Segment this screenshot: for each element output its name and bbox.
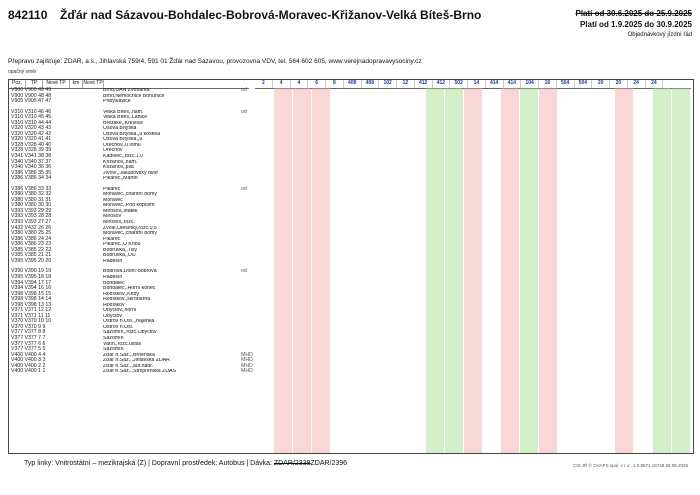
stop-name: Velká Bíteš,,Lánice bbox=[103, 115, 148, 121]
stop-codes: V310 V310 46 46 bbox=[11, 108, 52, 115]
stop-name: Přibyslavice bbox=[103, 99, 131, 105]
stop-codes: V380 V380 32 32 bbox=[11, 191, 52, 198]
stop-name: Ořechov bbox=[103, 148, 123, 154]
stop-name: Křižanov,,pila bbox=[103, 165, 134, 171]
stop-name: Sazomín,,rozc.Obyčtov bbox=[103, 330, 157, 336]
stop-name: Mirošov bbox=[103, 214, 122, 220]
stop-codes: V371 V371 12 12 bbox=[11, 307, 52, 314]
stop-mark: od bbox=[241, 185, 247, 192]
stop-name: Moravec bbox=[103, 197, 123, 203]
stop-codes: V320 V320 41 41 bbox=[11, 136, 52, 143]
validity-new: Platí od 1.9.2025 do 30.9.2025 bbox=[579, 20, 692, 29]
stop-name: Pikárec bbox=[103, 236, 121, 242]
stop-name: Žďár n.Sáz.,,Strojírenská ŽĎAS bbox=[103, 369, 176, 375]
stop-codes: V380 V380 30 30 bbox=[11, 202, 52, 209]
stop-codes: V394 V394 17 17 bbox=[11, 279, 52, 286]
stop-name: Ostrov n.Osl. bbox=[103, 324, 134, 330]
col-head-nove-tp: Nové TP bbox=[43, 80, 70, 88]
trip-number: 2 bbox=[255, 80, 273, 88]
stop-name: Březské,,Křevlice bbox=[103, 120, 144, 126]
stop-name: Brno,ÚAN Zvonařka bbox=[103, 88, 150, 93]
stop-name: Vatín,,rozc.ústav bbox=[103, 341, 142, 347]
stop-codes: V386 V386 23 23 bbox=[11, 241, 52, 248]
stop-codes: V900 V900 49 49 bbox=[11, 87, 52, 93]
trip-number: 102 bbox=[379, 80, 397, 88]
stop-codes: V328 V328 39 39 bbox=[11, 147, 52, 154]
column-tint bbox=[539, 88, 557, 453]
stop-codes: V398 V398 14 14 bbox=[11, 296, 52, 303]
carrier-info: Přepravu zajišťuje: ZDAR, a.s., Jihlavská 759/4, 591 01 Žďár nad Sázavou, provozovna VDV, tel. 564 602 605, www.verejnadopravavysociny.cz bbox=[8, 58, 422, 65]
stop-name: Bohdalec,,Horní konec bbox=[103, 286, 156, 292]
stop-name: Pikárec,,U Křibu bbox=[103, 242, 141, 248]
trip-number: 414 bbox=[504, 80, 522, 88]
stop-codes: V400 V400 4 4 bbox=[11, 351, 46, 358]
stop-codes: V377 V377 5 5 bbox=[11, 346, 46, 353]
stop-codes: V900 V900 48 48 bbox=[11, 92, 52, 99]
stop-codes: V395 V395 20 20 bbox=[11, 257, 52, 264]
stop-name: Moravec,,charitní domy bbox=[103, 192, 157, 198]
stop-mark: MHD bbox=[241, 362, 253, 369]
validity-block bbox=[575, 8, 692, 41]
table-row bbox=[9, 369, 693, 375]
footer-old-batch: ZDAR/2338 bbox=[273, 460, 311, 467]
stop-codes: V400 V400 3 3 bbox=[11, 357, 46, 364]
stop-name: Žďár n.Sáz.,,Brněnská bbox=[103, 352, 155, 358]
col-head-nove-tp-2: Nové TP bbox=[83, 80, 103, 86]
trip-number: 6 bbox=[308, 80, 326, 88]
stop-codes: V385 V385 21 21 bbox=[11, 252, 52, 259]
stop-codes: V370 V370 10 10 bbox=[11, 318, 52, 325]
stop-mark: od bbox=[241, 87, 247, 93]
stop-codes: V905 V905 47 47 bbox=[11, 98, 52, 105]
validity-old: Platí od 30.6.2025 do 25.9.2025 bbox=[575, 9, 692, 18]
column-tint bbox=[520, 88, 538, 453]
stop-codes: V386 V386 33 33 bbox=[11, 185, 52, 192]
stop-mark: od bbox=[241, 108, 247, 115]
trip-number: 412 bbox=[433, 80, 451, 88]
stop-codes: V398 V398 15 15 bbox=[11, 290, 52, 297]
stop-codes: V386 V386 34 34 bbox=[11, 175, 52, 182]
trip-number: 24 bbox=[628, 80, 646, 88]
stop-name: Mirošov,,rozc. bbox=[103, 220, 135, 226]
stop-name: Bohdalec bbox=[103, 280, 125, 286]
stop-name: Obyčtov,,horní bbox=[103, 308, 137, 314]
stop-codes: V320 V320 42 42 bbox=[11, 130, 52, 137]
stop-codes: V370 V370 9 9 bbox=[11, 323, 46, 330]
stop-codes: V380 V380 25 25 bbox=[11, 230, 52, 237]
timetable-rows bbox=[9, 88, 693, 375]
stop-codes: V386 V386 35 35 bbox=[11, 169, 52, 176]
trip-number: 4 bbox=[291, 80, 309, 88]
stop-codes: V394 V394 16 16 bbox=[11, 285, 52, 292]
stop-name: Brno,Nemocnice Bohunice bbox=[103, 93, 165, 99]
stop-codes: V377 V377 8 8 bbox=[11, 329, 46, 336]
column-tint bbox=[445, 88, 463, 453]
trip-number: 408 bbox=[344, 80, 362, 88]
trip-number: 12 bbox=[397, 80, 415, 88]
stop-name: Pikárec,,Martin bbox=[103, 176, 138, 182]
column-tint bbox=[293, 88, 311, 453]
stop-name: Kadolec,,rozc.1.0 bbox=[103, 154, 144, 160]
stop-codes: V328 V328 40 40 bbox=[11, 141, 52, 148]
stop-name: Radešín bbox=[103, 274, 123, 280]
stop-name: Mirošov,,statek bbox=[103, 208, 138, 214]
route-title: Žďár nad Sázavou-Bohdalec-Bobrová-Moravec-Křižanov-Velká Bíteš-Brno bbox=[60, 8, 482, 22]
stop-mark: MHD bbox=[241, 351, 253, 358]
stop-name: Osová Bítýška bbox=[103, 126, 137, 132]
trip-number: 414 bbox=[486, 80, 504, 88]
direction-note: opačný směr bbox=[8, 69, 37, 75]
stop-name: Jívoví,,Jakubovský dvůr bbox=[103, 170, 159, 176]
stop-name: Hodíškov bbox=[103, 302, 125, 308]
trip-number: 8 bbox=[326, 80, 344, 88]
col-head-tp: TP bbox=[26, 80, 43, 88]
trip-number: 504 bbox=[557, 80, 575, 88]
trip-number: 20 bbox=[610, 80, 628, 88]
stop-codes: V340 V340 37 37 bbox=[11, 158, 52, 165]
stop-name: Bobrůvka,,OÚ bbox=[103, 253, 136, 259]
stop-name: Osová Bítýška,,u kostela bbox=[103, 131, 161, 137]
stop-name: Zvole,Olešínky,rozc.0.5 bbox=[103, 225, 157, 231]
stop-name: Žďár n.Sáz.,,aut.nádr. bbox=[103, 363, 154, 369]
column-tint bbox=[672, 88, 690, 453]
stop-codes: V400 V400 1 1 bbox=[11, 368, 46, 375]
stop-codes: V432 V432 26 26 bbox=[11, 224, 52, 231]
stop-name: Radešín bbox=[103, 258, 123, 264]
stop-name: Žďár n.Sáz.,,Jihlavská ŽDAR bbox=[103, 358, 170, 364]
column-tint bbox=[501, 88, 519, 453]
stop-codes: V385 V385 22 22 bbox=[11, 246, 52, 253]
stop-codes: V393 V393 29 29 bbox=[11, 207, 52, 214]
trip-number: 20 bbox=[592, 80, 610, 88]
stop-codes: V377 V377 6 6 bbox=[11, 340, 46, 347]
stop-name: Křižanov,,nám. bbox=[103, 159, 138, 165]
stop-name: Ostrov n.Osl.,,hájenka bbox=[103, 319, 155, 325]
stop-codes: V310 V310 45 45 bbox=[11, 114, 52, 121]
trip-number: 14 bbox=[468, 80, 486, 88]
stop-name: Pikárec bbox=[103, 186, 121, 192]
stop-name: Bobrová,Dolní Bobrová bbox=[103, 269, 157, 275]
column-tint bbox=[426, 88, 444, 453]
stop-codes: V398 V398 13 13 bbox=[11, 301, 52, 308]
column-tint bbox=[653, 88, 671, 453]
validity-note: Objednávkový jízdní řád bbox=[627, 32, 692, 38]
column-tint bbox=[615, 88, 633, 453]
stop-name: Hodíškov,,škrobárna bbox=[103, 297, 151, 303]
column-tint bbox=[274, 88, 292, 453]
stop-name: Bobrůvka,,Tisy bbox=[103, 247, 138, 253]
stop-codes: V377 V377 7 7 bbox=[11, 334, 46, 341]
stop-name: Hodíškov,,Křiby bbox=[103, 291, 139, 297]
stop-codes: V390 V390 19 19 bbox=[11, 268, 52, 275]
stop-codes: V395 V395 18 18 bbox=[11, 273, 52, 280]
stop-codes: V310 V310 44 44 bbox=[11, 119, 52, 126]
stop-codes: V386 V386 24 24 bbox=[11, 235, 52, 242]
stop-mark: MHD bbox=[241, 357, 253, 364]
trip-number: 502 bbox=[450, 80, 468, 88]
trip-number: 408 bbox=[362, 80, 380, 88]
stop-codes: V320 V320 43 43 bbox=[11, 125, 52, 132]
stop-codes: V393 V393 28 28 bbox=[11, 213, 52, 220]
trip-number: 412 bbox=[415, 80, 433, 88]
line-number: 842110 bbox=[8, 8, 48, 22]
stop-mark: od bbox=[241, 268, 247, 275]
stop-name: Obyčtov bbox=[103, 313, 123, 319]
footer-text: Typ linky: Vnitrostátní – mezikrajská (Z) | Dopravní prostředek: Autobus | Dávka: bbox=[24, 460, 274, 467]
trip-number: 104 bbox=[521, 80, 539, 88]
trip-number: 504 bbox=[575, 80, 593, 88]
stop-mark: MHD bbox=[241, 368, 253, 375]
stop-name: Moravec,,Pod kopcem bbox=[103, 203, 155, 209]
column-tint bbox=[464, 88, 482, 453]
stop-name: Osová Bítýška,,u bbox=[103, 137, 143, 143]
stop-codes: V340 V340 36 36 bbox=[11, 164, 52, 171]
software-credit: CIS JŘ © CHAPS spol. s r.o., 1.0.8971.16748 28.08.2025 bbox=[573, 463, 688, 468]
stop-codes: V341 V341 38 38 bbox=[11, 153, 52, 160]
column-tint bbox=[312, 88, 330, 453]
stop-name: Moravec,,charitní domy bbox=[103, 231, 157, 237]
stop-name: Sazomín bbox=[103, 347, 124, 353]
trip-number: 4 bbox=[273, 80, 291, 88]
timetable bbox=[8, 79, 694, 454]
stop-codes: V380 V380 31 31 bbox=[11, 196, 52, 203]
stop-name: Ořechov,,u lomu bbox=[103, 142, 141, 148]
footer-new-batch: ZDAR/2396 bbox=[310, 460, 348, 467]
trip-number: 16 bbox=[539, 80, 557, 88]
stop-name: Velká Bíteš,,nám. bbox=[103, 109, 144, 115]
stop-codes: V393 V393 27 27 bbox=[11, 219, 52, 226]
trip-number: 24 bbox=[646, 80, 664, 88]
col-head-km: km bbox=[70, 80, 83, 88]
col-head-poz: Poz. bbox=[9, 80, 26, 88]
stop-codes: V400 V400 2 2 bbox=[11, 362, 46, 369]
footer bbox=[24, 460, 347, 467]
stop-name: Sazomín bbox=[103, 335, 124, 341]
stop-codes: V371 V371 11 11 bbox=[11, 312, 51, 319]
